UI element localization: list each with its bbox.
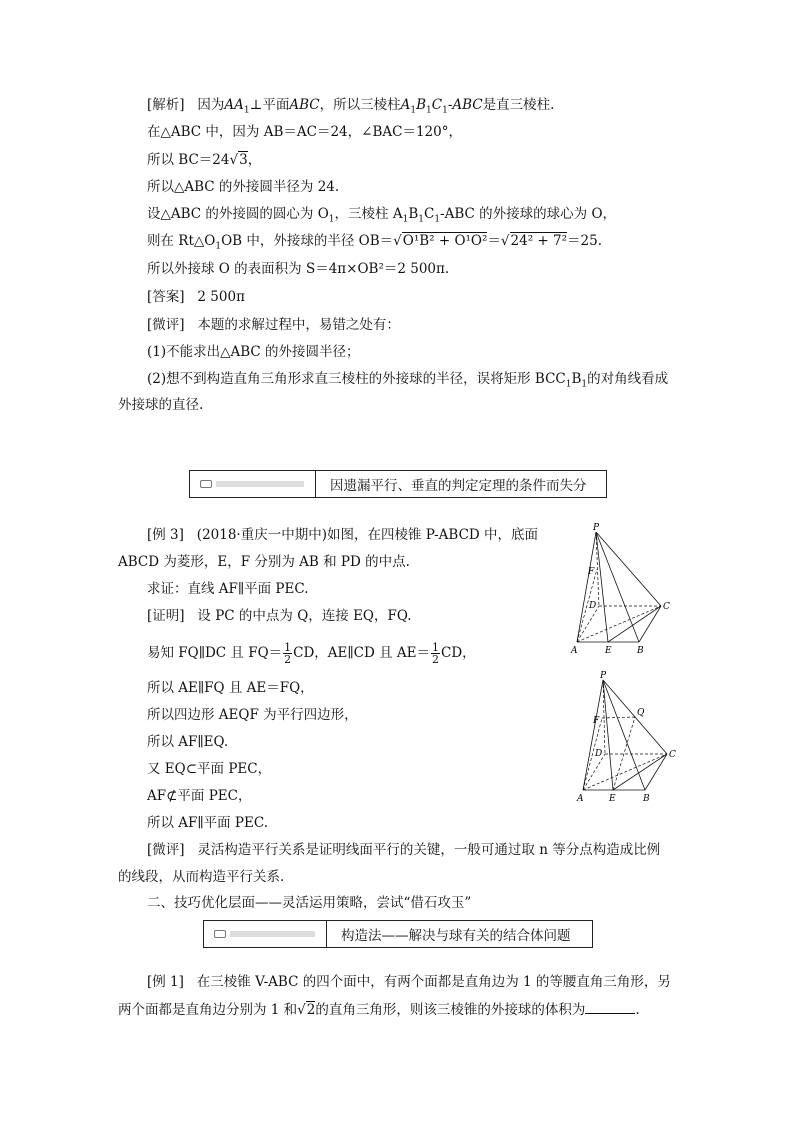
solution-line-3: 所以 BC＝24√3，	[147, 152, 262, 168]
comment-line-1: [微评] 本题的求解过程中，易错之处有：	[147, 317, 400, 333]
comment-line-3: (2)想不到构造直角三角形求直三棱柱的外接球的半径，误将矩形 $BCC_1B_1$的对角线看成	[147, 371, 669, 390]
solution-line-6: 则在 $Rt\triangle O_1OB$ 中，外接球的半径 OB＝√O¹B² + O¹O²＝√24² + 7²＝25.	[147, 233, 603, 252]
label-P: P	[593, 523, 600, 533]
label-F: F	[588, 567, 595, 577]
solution-line-1: [解析] 因为$AA_1\perp$平面ABC，所以三棱柱$A_1B_1C_1$-ABC是直三棱柱.	[147, 97, 555, 116]
answer-line: [答案] 2 500π	[147, 289, 245, 305]
answer-blank[interactable]	[585, 1013, 635, 1014]
comment-line-4: 外接球的直径.	[118, 397, 204, 413]
tag-bar	[230, 931, 315, 937]
label-F: F	[593, 716, 600, 726]
example1-line-2: 两个面都是直角边分别为 1 和√2的直角三角形，则该三棱锥的外接球的体积为 .	[118, 1002, 640, 1018]
solution-line-2: 在△ABC 中，因为 AB＝AC＝24，∠BAC＝120°，	[147, 124, 462, 140]
pyramid-figure-1	[565, 522, 680, 657]
proof-line-2: 易知 FQ∥DC 且 FQ＝ $\frac{1}{2}$ CD，AE∥CD 且 AE＝ $\frac{1}{2}$ CD，	[147, 641, 476, 666]
section-heading: 二、技巧优化层面——灵活运用策略，尝试“借石攻玉”	[147, 895, 472, 911]
example3-line-3: 求证：直线 AF∥平面 PEC.	[147, 581, 309, 597]
label-C: C	[663, 602, 670, 612]
example3-line-2: ABCD 为菱形，E，F 分别为 AB 和 PD 的中点.	[118, 554, 410, 570]
example1-line-1: [例 1] 在三棱锥 V-ABC 的四个面中，有两个面都是直角边为 1 的等腰直角三角形，另	[147, 974, 671, 990]
solution-line-5: 设△ABC 的外接圆的圆心为 $O_1$，三棱柱 $A_1B_1C_1$-ABC 的外接球的球心为 O，	[147, 206, 617, 225]
example3-line-1: [例 3] (2018·重庆一中期中)如图，在四棱锥 P-ABCD 中，底面	[147, 527, 539, 543]
solution-line-4: 所以△ABC 的外接圆半径为 24.	[147, 179, 340, 195]
tag-bar	[216, 481, 304, 487]
topic-box-1-tag	[190, 471, 316, 497]
fraction-half: $\frac{1}{2}$	[284, 641, 292, 666]
comment-line-2: (1)不能求出△ABC 的外接圆半径；	[147, 344, 360, 360]
comment2-line-1: [微评] 灵活构造平行关系是证明线面平行的关键，一般可通过取 n 等分点构造成比例	[147, 842, 661, 858]
label-E: E	[609, 794, 616, 803]
label-E: E	[605, 646, 612, 656]
proof-line-3: 所以 AE∥FQ 且 AE＝FQ，	[147, 680, 314, 696]
comment2-line-2: 的线段，从而构造平行关系.	[118, 869, 285, 885]
tag-pill-icon	[200, 480, 212, 488]
proof-line-6: 又 EQ⊂平面 PEC，	[147, 761, 272, 777]
label-P: P	[600, 671, 607, 681]
topic-box-2-tag	[204, 921, 327, 947]
label-C: C	[669, 750, 676, 760]
label-B: B	[637, 646, 644, 656]
topic-box-2	[203, 920, 593, 948]
topic-box-1	[189, 470, 607, 498]
label-A: A	[571, 646, 578, 656]
label-D: D	[589, 601, 597, 611]
label-D: D	[595, 749, 603, 759]
pyramid-figure-2	[565, 668, 680, 803]
proof-line-7: AF⊄平面 PEC，	[147, 788, 252, 804]
label-B: B	[643, 794, 650, 803]
proof-line-4: 所以四边形 AEQF 为平行四边形，	[147, 707, 358, 723]
tag-pill-icon	[214, 930, 226, 938]
solution-line-7: 所以外接球 O 的表面积为 S＝4π×OB²＝2 500π.	[147, 261, 450, 277]
proof-line-5: 所以 AF∥EQ.	[147, 734, 229, 750]
label-A: A	[577, 794, 584, 803]
proof-line-1: [证明] 设 PC 的中点为 Q，连接 EQ，FQ.	[147, 608, 412, 624]
label-Q: Q	[637, 708, 645, 718]
proof-line-8: 所以 AF∥平面 PEC.	[147, 815, 269, 831]
topic-box-1-title: 因遗漏平行、垂直的判定定理的条件而失分	[330, 478, 587, 494]
fraction-half: $\frac{1}{2}$	[431, 641, 439, 666]
topic-box-2-title: 构造法——解决与球有关的结合体问题	[341, 928, 571, 944]
